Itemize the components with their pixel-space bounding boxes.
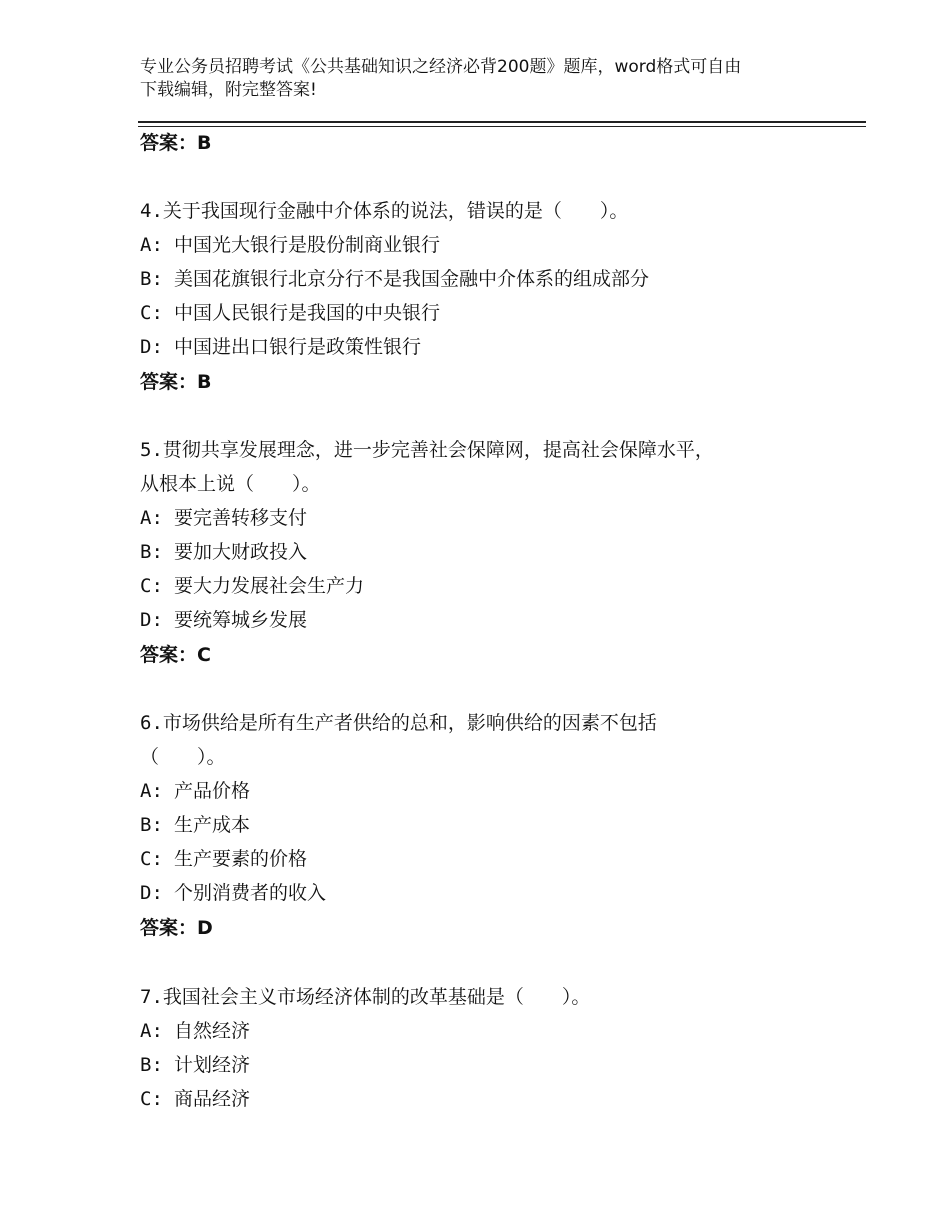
option-text: 中国人民银行是我国的中央银行: [174, 302, 441, 324]
question-5-option-d: [140, 607, 307, 633]
document-header: [140, 56, 820, 102]
answer-prev-question: 答案：B: [140, 132, 212, 154]
question-5-stem-line-2: 从根本上说（ ）。: [140, 473, 321, 495]
header-divider-thick: [138, 121, 866, 123]
question-5-option-b: [140, 539, 307, 565]
option-letter: B:: [140, 814, 163, 836]
option-letter: A:: [140, 507, 163, 529]
option-text: 生产成本: [174, 814, 251, 836]
option-text: 计划经济: [174, 1054, 251, 1076]
question-4-answer: 答案：B: [140, 371, 212, 393]
option-text: 商品经济: [174, 1088, 251, 1110]
question-4-option-c: [140, 300, 440, 326]
question-7-option-c: [140, 1086, 250, 1112]
option-text: 中国进出口银行是政策性银行: [174, 336, 422, 358]
option-letter: B:: [140, 268, 163, 290]
question-4-stem: 4.关于我国现行金融中介体系的说法，错误的是（ ）。: [140, 200, 629, 222]
option-letter: D:: [140, 609, 163, 631]
question-5-stem-line-1: 5.贯彻共享发展理念，进一步完善社会保障网，提高社会保障水平，: [140, 439, 714, 461]
question-6-option-c: [140, 846, 307, 872]
question-5-answer: 答案：C: [140, 644, 211, 666]
option-letter: C:: [140, 1088, 163, 1110]
question-6-option-d: [140, 880, 326, 906]
option-text: 生产要素的价格: [174, 848, 308, 870]
header-divider-thin: [138, 126, 866, 127]
question-6-answer: 答案：D: [140, 917, 213, 939]
question-6-stem-line-1: 6.市场供给是所有生产者供给的总和，影响供给的因素不包括: [140, 712, 657, 734]
option-text: 要加大财政投入: [174, 541, 308, 563]
option-text: 美国花旗银行北京分行不是我国金融中介体系的组成部分: [174, 268, 650, 290]
question-7-option-a: [140, 1018, 250, 1044]
question-7-stem: 7.我国社会主义市场经济体制的改革基础是（ ）。: [140, 986, 591, 1008]
option-letter: D:: [140, 882, 163, 904]
option-text: 产品价格: [174, 780, 251, 802]
option-letter: C:: [140, 848, 163, 870]
header-line-1: 专业公务员招聘考试《公共基础知识之经济必背200题》题库，word格式可自由: [140, 57, 742, 77]
option-letter: D:: [140, 336, 163, 358]
option-letter: A:: [140, 234, 163, 256]
option-letter: C:: [140, 575, 163, 597]
option-text: 要完善转移支付: [174, 507, 308, 529]
option-letter: A:: [140, 1020, 163, 1042]
header-line-2: 下载编辑，附完整答案!: [140, 80, 317, 100]
option-letter: B:: [140, 541, 163, 563]
question-6-option-a: [140, 778, 250, 804]
question-4-option-a: [140, 232, 440, 258]
question-4-option-d: [140, 334, 421, 360]
option-text: 个别消费者的收入: [174, 882, 327, 904]
question-5-option-c: [140, 573, 364, 599]
option-text: 中国光大银行是股份制商业银行: [174, 234, 441, 256]
option-letter: B:: [140, 1054, 163, 1076]
question-6-stem-line-2: （ ）。: [140, 746, 226, 768]
option-text: 自然经济: [174, 1020, 251, 1042]
option-letter: C:: [140, 302, 163, 324]
option-text: 要统筹城乡发展: [174, 609, 308, 631]
question-7-option-b: [140, 1052, 250, 1078]
question-4-option-b: [140, 266, 649, 292]
question-5-option-a: [140, 505, 307, 531]
option-letter: A:: [140, 780, 163, 802]
question-6-option-b: [140, 812, 250, 838]
option-text: 要大力发展社会生产力: [174, 575, 365, 597]
